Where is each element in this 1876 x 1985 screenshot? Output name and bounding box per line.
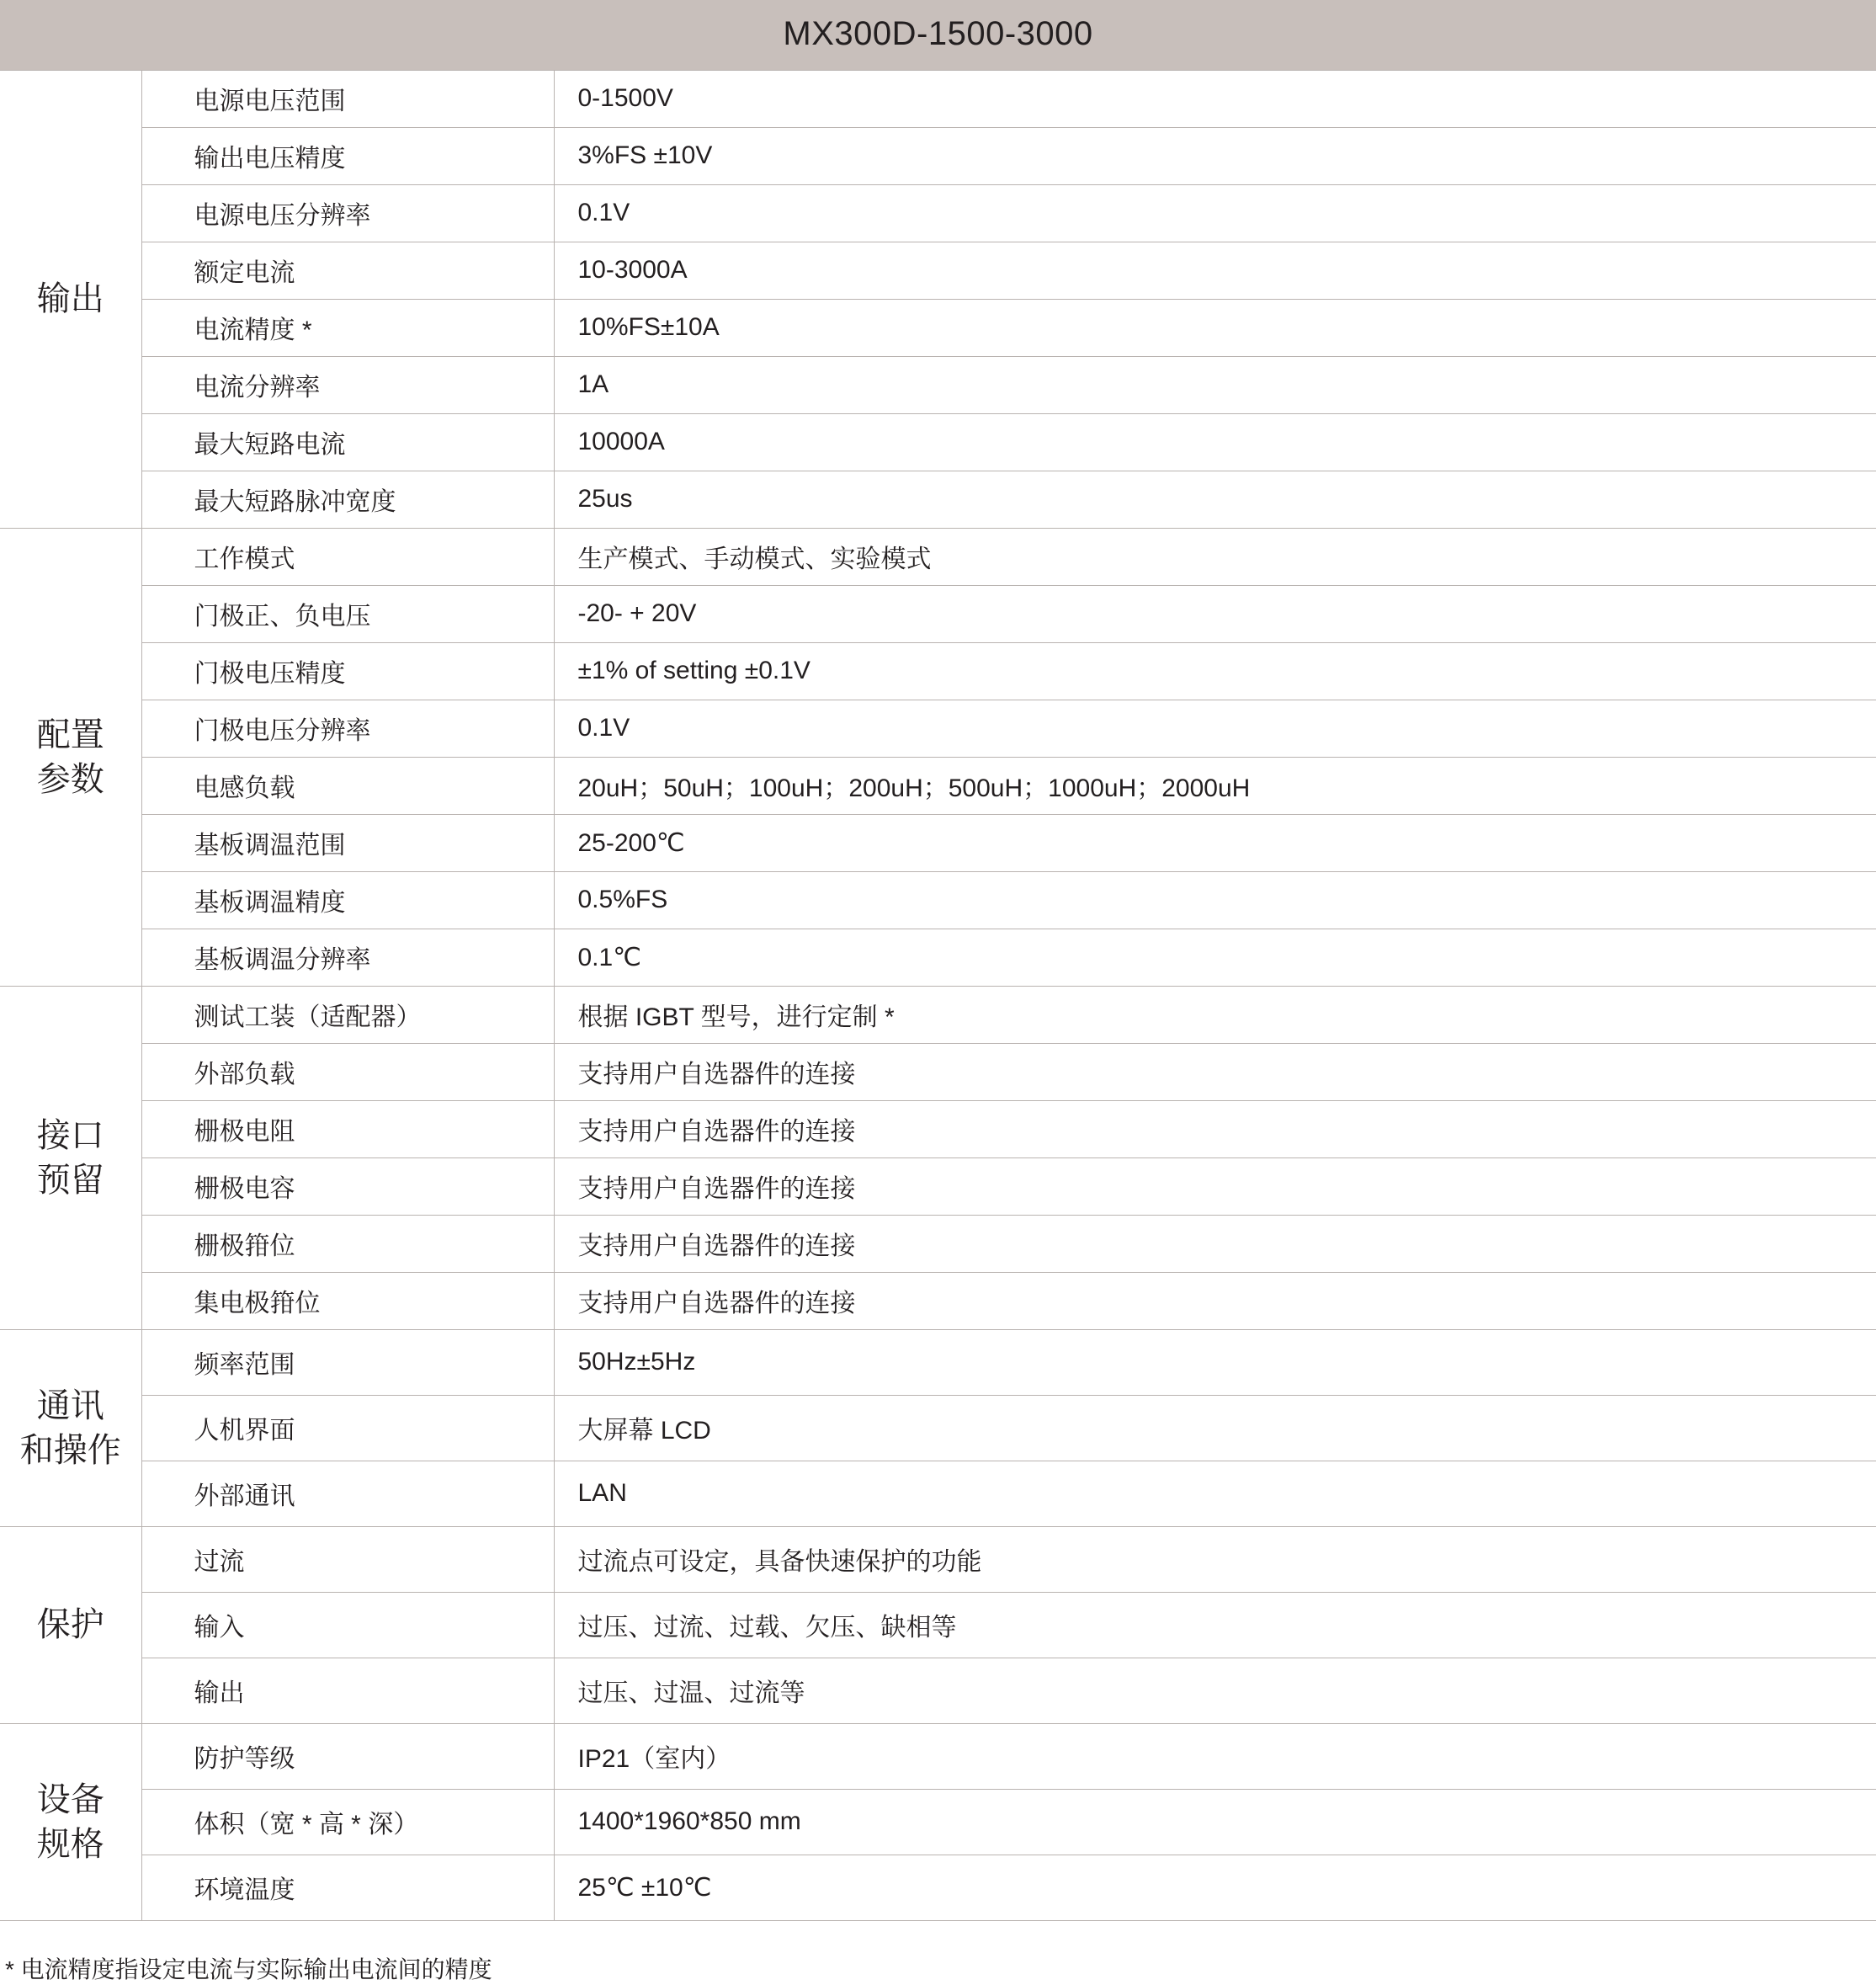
group-label-3 (0, 987, 141, 1330)
parameter-value: 50Hz±5Hz (554, 1330, 1876, 1396)
footnote: * 电流精度指设定电流与实际输出电流间的精度 (5, 1956, 492, 1982)
parameter-name: 最大短路电流 (141, 414, 554, 471)
table-row (0, 758, 1876, 815)
parameter-name: 基板调温精度 (141, 872, 554, 929)
parameter-name: 电源电压范围 (141, 71, 554, 128)
parameter-name: 电源电压分辨率 (141, 185, 554, 242)
table-row (0, 471, 1876, 529)
group-label-4 (0, 1330, 141, 1527)
group-label-line: 保护 (36, 1606, 104, 1644)
parameter-name: 最大短路脉冲宽度 (141, 471, 554, 529)
table-row (0, 586, 1876, 643)
table-row (0, 300, 1876, 357)
parameter-name: 电流分辨率 (141, 357, 554, 414)
parameter-name: 门极正、负电压 (141, 586, 554, 643)
parameter-value: -20- + 20V (554, 586, 1876, 643)
table-row (0, 71, 1876, 128)
parameter-value: 支持用户自选器件的连接 (554, 1216, 1876, 1273)
parameter-name: 电流精度 * (141, 300, 554, 357)
parameter-value: 0.1V (554, 185, 1876, 242)
parameter-value: 过流点可设定，具备快速保护的功能 (554, 1527, 1876, 1593)
parameter-name: 外部负载 (141, 1044, 554, 1101)
parameter-value: 10-3000A (554, 242, 1876, 300)
parameter-value: 过压、过温、过流等 (554, 1658, 1876, 1724)
table-row (0, 1790, 1876, 1855)
table-row (0, 1855, 1876, 1921)
table-row (0, 529, 1876, 586)
table-row (0, 643, 1876, 700)
table-row (0, 1593, 1876, 1658)
table-row (0, 1101, 1876, 1158)
group-label-line: 接口 (36, 1116, 104, 1154)
parameter-name: 额定电流 (141, 242, 554, 300)
parameter-value: 支持用户自选器件的连接 (554, 1101, 1876, 1158)
parameter-name: 栅极电容 (141, 1158, 554, 1216)
table-row (0, 1396, 1876, 1461)
parameter-name: 过流 (141, 1527, 554, 1593)
parameter-value: 25℃ ±10℃ (554, 1855, 1876, 1921)
parameter-name: 外部通讯 (141, 1461, 554, 1527)
table-row (0, 872, 1876, 929)
group-label-line: 预留 (36, 1161, 104, 1199)
parameter-value: 生产模式、手动模式、实验模式 (554, 529, 1876, 586)
parameter-name: 输入 (141, 1593, 554, 1658)
group-label-1 (0, 71, 141, 529)
table-row (0, 1658, 1876, 1724)
table-row (0, 1461, 1876, 1527)
group-label-6 (0, 1724, 141, 1921)
parameter-value: 支持用户自选器件的连接 (554, 1044, 1876, 1101)
group-label-5 (0, 1527, 141, 1724)
parameter-name: 体积（宽 * 高 * 深） (141, 1790, 554, 1855)
group-label-line: 输出 (36, 280, 104, 318)
parameter-name: 输出电压精度 (141, 128, 554, 185)
table-row (0, 815, 1876, 872)
group-label-line: 通讯 (36, 1386, 104, 1424)
parameter-value: 支持用户自选器件的连接 (554, 1158, 1876, 1216)
parameter-value: 3%FS ±10V (554, 128, 1876, 185)
parameter-value: 1A (554, 357, 1876, 414)
table-row (0, 414, 1876, 471)
group-label-line: 设备 (36, 1780, 104, 1818)
parameter-value: 10%FS±10A (554, 300, 1876, 357)
parameter-value: 10000A (554, 414, 1876, 471)
parameter-name: 输出 (141, 1658, 554, 1724)
parameter-name: 环境温度 (141, 1855, 554, 1921)
group-label-line: 参数 (36, 760, 104, 798)
parameter-value: 大屏幕 LCD (554, 1396, 1876, 1461)
table-row (0, 1273, 1876, 1330)
group-label-line: 和操作 (19, 1431, 121, 1469)
table-row (0, 929, 1876, 987)
parameter-name: 栅极箝位 (141, 1216, 554, 1273)
parameter-value: IP21（室内） (554, 1724, 1876, 1790)
table-row (0, 1724, 1876, 1790)
parameter-name: 门极电压精度 (141, 643, 554, 700)
table-row (0, 1527, 1876, 1593)
parameter-value: 1400*1960*850 mm (554, 1790, 1876, 1855)
table-row (0, 1158, 1876, 1216)
table-row (0, 987, 1876, 1044)
parameter-value: 根据 IGBT 型号，进行定制 * (554, 987, 1876, 1044)
parameter-value: 0-1500V (554, 71, 1876, 128)
group-label-2 (0, 529, 141, 987)
table-row (0, 185, 1876, 242)
parameter-name: 基板调温分辨率 (141, 929, 554, 987)
parameter-value: 0.1V (554, 700, 1876, 758)
parameter-value: 25-200℃ (554, 815, 1876, 872)
parameter-name: 测试工装（适配器） (141, 987, 554, 1044)
parameter-value: 25us (554, 471, 1876, 529)
table-row (0, 1330, 1876, 1396)
group-label-line: 配置 (36, 716, 104, 753)
table-row (0, 357, 1876, 414)
parameter-value: 20uH；50uH；100uH；200uH；500uH；1000uH；2000uH (554, 758, 1876, 815)
parameter-name: 集电极箝位 (141, 1273, 554, 1330)
table-row (0, 128, 1876, 185)
table-row (0, 242, 1876, 300)
table-title-row (0, 0, 1876, 71)
parameter-name: 栅极电阻 (141, 1101, 554, 1158)
group-label-line: 规格 (36, 1825, 104, 1863)
parameter-name: 电感负载 (141, 758, 554, 815)
parameter-value: 0.5%FS (554, 872, 1876, 929)
table-row (0, 1216, 1876, 1273)
parameter-name: 门极电压分辨率 (141, 700, 554, 758)
parameter-value: LAN (554, 1461, 1876, 1527)
parameter-value: 支持用户自选器件的连接 (554, 1273, 1876, 1330)
parameter-name: 工作模式 (141, 529, 554, 586)
table-row (0, 1044, 1876, 1101)
table-row (0, 700, 1876, 758)
parameter-value: ±1% of setting ±0.1V (554, 643, 1876, 700)
parameter-name: 防护等级 (141, 1724, 554, 1790)
page-title: MX300D-1500-3000 (0, 0, 1876, 71)
parameter-value: 0.1℃ (554, 929, 1876, 987)
parameter-name: 基板调温范围 (141, 815, 554, 872)
parameter-name: 频率范围 (141, 1330, 554, 1396)
parameter-name: 人机界面 (141, 1396, 554, 1461)
parameter-value: 过压、过流、过载、欠压、缺相等 (554, 1593, 1876, 1658)
